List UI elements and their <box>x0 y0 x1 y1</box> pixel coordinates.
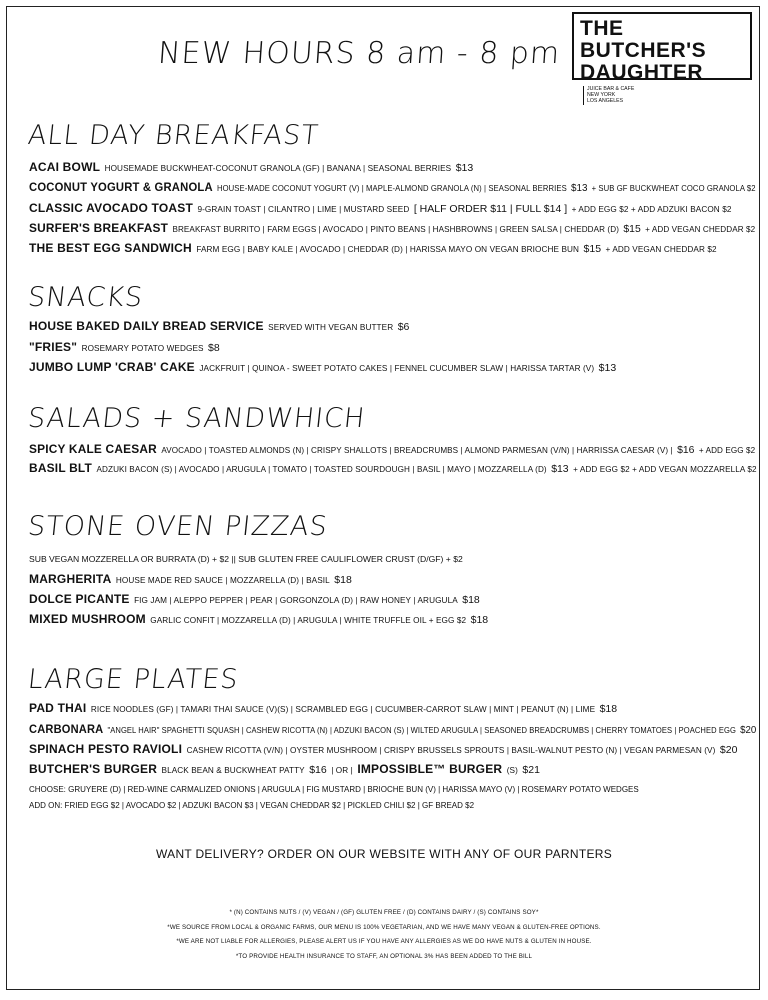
delivery-note: WANT DELIVERY? ORDER ON OUR WEBSITE WITH ANY OF OUR PARNTERS <box>155 847 613 861</box>
hours-heading: NEW HOURS 8 am - 8 pm <box>156 36 562 71</box>
menu-border <box>6 6 760 990</box>
section-title-pizzas: STONE OVEN PIZZAS <box>26 511 330 542</box>
menu-item: MIXED MUSHROOM GARLIC CONFIT | MOZZARELLA (D) | ARUGULA | WHITE TRUFFLE OIL + EGG $2 $18 <box>29 612 489 626</box>
menu-item: JUMBO LUMP 'CRAB' CAKE JACKFRUIT | QUINOA - SWEET POTATO CAKES | FENNEL CUCUMBER SLAW | HARISSA TARTAR (V) $13 <box>29 360 617 374</box>
menu-item: PAD THAI RICE NOODLES (GF) | TAMARI THAI SAUCE (V)(S) | SCRAMBLED EGG | CUCUMBER-CARROT SLAW | MINT | PEANUT (N) | LIME $18 <box>29 701 618 715</box>
menu-item-burger: BUTCHER'S BURGER BLACK BEAN & BUCKWHEAT PATTY $16 | OR | IMPOSSIBLE™ BURGER (S) $21 <box>29 762 540 776</box>
footnote-legend: * (N) CONTAINS NUTS / (V) VEGAN / (GF) GLUTEN FREE / (D) CONTAINS DAIRY / (S) CONTAINS SOY* <box>229 909 539 916</box>
section-title-salads: SALADS + SANDWHICH <box>26 403 367 434</box>
menu-item: CLASSIC AVOCADO TOAST 9-GRAIN TOAST | CILANTRO | LIME | MUSTARD SEED [ HALF ORDER $11 | FULL $14 ] + ADD EGG $2 + ADD ADZUKI BACON $2 <box>29 201 732 215</box>
menu-item: CARBONARA "ANGEL HAIR" SPAGHETTI SQUASH | CASHEW RICOTTA (N) | ADZUKI BACON (S) | WILTED ARUGULA | SEASONED BREADCRUMBS | CHERRY TOMATOES | POACHED EGG $20 <box>29 722 757 736</box>
menu-item: BASIL BLT ADZUKI BACON (S) | AVOCADO | ARUGULA | TOMATO | TOASTED SOURDOUGH | BASIL | MAYO | MOZZARELLA (D) $13 + ADD EGG $2 + ADD VEGAN MOZZARELLA $2 <box>29 461 757 475</box>
section-title-breakfast: ALL DAY BREAKFAST <box>26 120 321 151</box>
logo-subtext: JUICE BAR & CAFE NEW YORK LOS ANGELES <box>583 86 634 105</box>
brand-logo <box>572 12 752 105</box>
menu-item: MARGHERITA HOUSE MADE RED SAUCE | MOZZARELLA (D) | BASIL $18 <box>29 572 352 586</box>
burger-addons: ADD ON: FRIED EGG $2 | AVOCADO $2 | ADZUKI BACON $3 | VEGAN CHEDDAR $2 | PICKLED CHILI $2 | GF BREAD $2 <box>29 801 475 810</box>
menu-item: SPICY KALE CAESAR AVOCADO | TOASTED ALMONDS (N) | CRISPY SHALLOTS | BREADCRUMBS | ALMOND PARMESAN (V/N) | HARRISSA CAESAR (V) | $16 + ADD EGG $2 <box>29 442 756 456</box>
section-title-large-plates: LARGE PLATES <box>26 664 241 695</box>
footnote-sourcing: *WE SOURCE FROM LOCAL & ORGANIC FARMS, OUR MENU IS 100% VEGETARIAN, AND WE HAVE MANY VEGAN & GLUTEN-FREE OPTIONS. <box>167 924 601 931</box>
pizza-substitutions: SUB VEGAN MOZZERELLA OR BURRATA (D) + $2 || SUB GLUTEN FREE CAULIFLOWER CRUST (D/GF) + $2 <box>29 554 463 564</box>
menu-item: "FRIES" ROSEMARY POTATO WEDGES $8 <box>29 340 220 354</box>
logo-line-1: THE BUTCHER'S <box>580 17 707 62</box>
footnote-surcharge: *TO PROVIDE HEALTH INSURANCE TO STAFF, AN OPTIONAL 3% HAS BEEN ADDED TO THE BILL <box>235 953 533 960</box>
menu-item: SURFER'S BREAKFAST BREAKFAST BURRITO | FARM EGGS | AVOCADO | PINTO BEANS | HASHBROWNS | GREEN SALSA | CHEDDAR (D) $15 + ADD VEGAN CHEDDAR $2 <box>29 221 756 235</box>
menu-item: SPINACH PESTO RAVIOLI CASHEW RICOTTA (V/N) | OYSTER MUSHROOM | CRISPY BRUSSELS SPROUTS | BASIL-WALNUT PESTO (N) | VEGAN PARMESAN (V) $20 <box>29 742 738 756</box>
menu-item: HOUSE BAKED DAILY BREAD SERVICE SERVED WITH VEGAN BUTTER $6 <box>29 319 410 333</box>
menu-item: ACAI BOWL HOUSEMADE BUCKWHEAT-COCONUT GRANOLA (GF) | BANANA | SEASONAL BERRIES $13 <box>29 160 474 174</box>
menu-item: THE BEST EGG SANDWICH FARM EGG | BABY KALE | AVOCADO | CHEDDAR (D) | HARISSA MAYO ON VEGAN BRIOCHE BUN $15 + ADD VEGAN CHEDDAR $2 <box>29 241 717 255</box>
menu-item: COCONUT YOGURT & GRANOLA HOUSE-MADE COCONUT YOGURT (V) | MAPLE-ALMOND GRANOLA (N) | SEASONAL BERRIES $13 + SUB GF BUCKWHEAT COCO GRANOLA $2 <box>29 180 756 194</box>
section-title-snacks: SNACKS <box>26 282 145 313</box>
burger-choices: CHOOSE: GRUYERE (D) | RED-WINE CARMALIZED ONIONS | ARUGULA | FIG MUSTARD | BRIOCHE BUN (V) | HARISSA MAYO (V) | ROSEMARY POTATO WEDGES <box>29 785 639 794</box>
logo-line-2: DAUGHTER <box>580 61 703 84</box>
footnote-allergies: *WE ARE NOT LIABLE FOR ALLERGIES, PLEASE ALERT US IF YOU HAVE ANY ALLERGIES AS WE DO HAVE NUTS & GLUTEN IN HOUSE. <box>176 938 592 945</box>
menu-item: DOLCE PICANTE FIG JAM | ALEPPO PEPPER | PEAR | GORGONZOLA (D) | RAW HONEY | ARUGULA $18 <box>29 592 480 606</box>
